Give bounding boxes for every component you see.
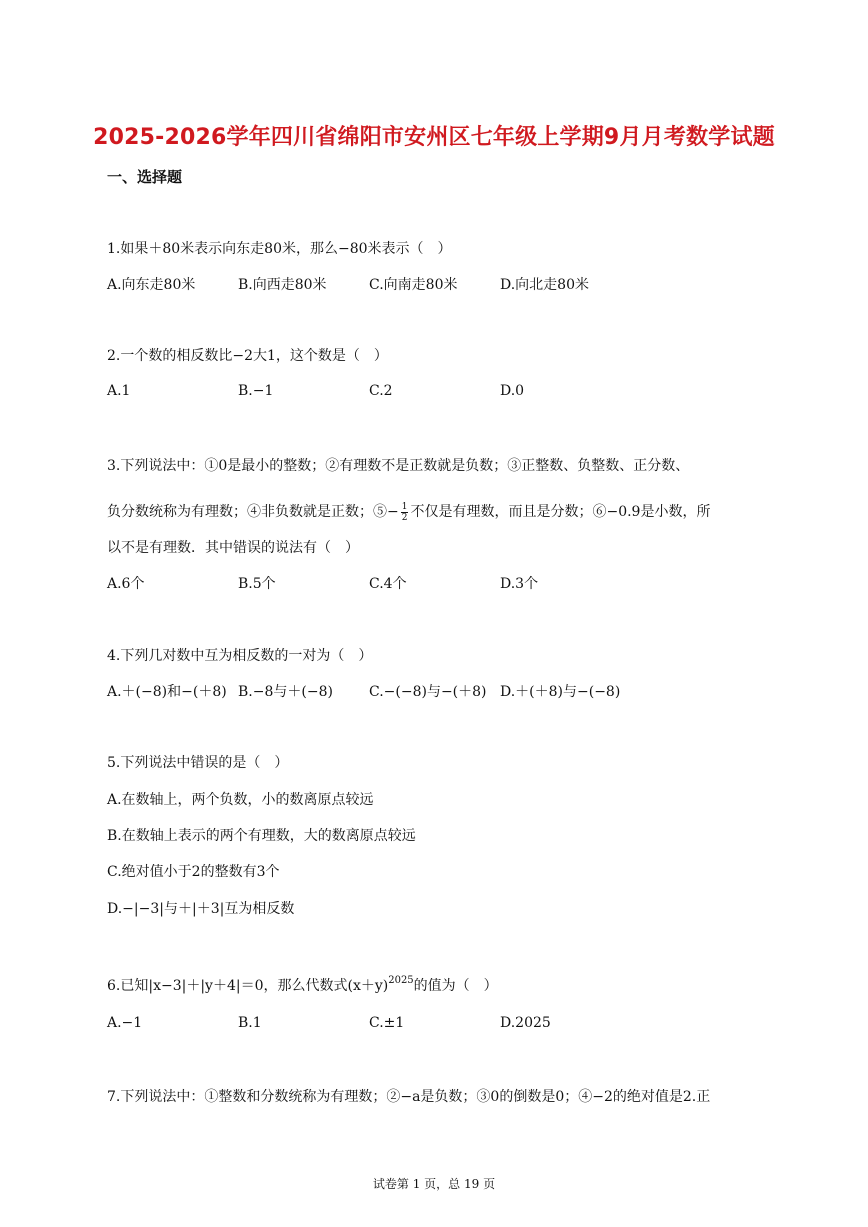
question-6-option-b: B.1 [238, 1015, 262, 1031]
fraction-one-half [401, 502, 409, 523]
question-4-option-c: C.−(−8)与−(＋8) [369, 684, 487, 700]
question-3-line-2 [107, 501, 710, 523]
question-3-option-c: C.4个 [369, 576, 407, 592]
question-3-line-3: 以不是有理数．其中错误的说法有（ ） [107, 540, 359, 556]
question-2-option-d: D.0 [500, 383, 525, 399]
question-5-stem: 5.下列说法中错误的是（ ） [107, 755, 289, 771]
question-3-line-2b: 不仅是有理数，而且是分数；⑥−0.9是小数，所 [410, 504, 711, 520]
page-footer: 试卷第 1 页，总 19 页 [372, 1177, 496, 1191]
question-3-option-b: B.5个 [238, 576, 276, 592]
question-3-option-a: A.6个 [107, 576, 145, 592]
question-1-option-b: B.向西走80米 [238, 277, 327, 293]
question-6-stem [107, 975, 498, 995]
question-3-option-d: D.3个 [500, 576, 539, 592]
question-1-option-a: A.向东走80米 [107, 277, 196, 293]
question-1-option-c: C.向南走80米 [369, 277, 458, 293]
question-5-option-d: D.−|−3|与＋|＋3|互为相反数 [107, 901, 295, 917]
exponent: 2025 [388, 975, 414, 986]
question-2-option-b: B.−1 [238, 383, 274, 399]
question-4-option-d: D.＋(＋8)与−(−8) [500, 684, 621, 700]
question-6-option-d: D.2025 [500, 1015, 551, 1031]
question-1-option-d: D.向北走80米 [500, 277, 589, 293]
question-2-option-a: A.1 [107, 383, 131, 399]
question-7-stem: 7.下列说法中：①整数和分数统称为有理数；②−a是负数；③0的倒数是0；④−2的绝对值是2.正 [107, 1089, 711, 1105]
question-6-stem-b: 的值为（ ） [413, 978, 498, 994]
question-6-stem-a: 6.已知|x−3|＋|y＋4|＝0，那么代数式(x＋y) [107, 978, 389, 994]
question-4-option-b: B.−8与＋(−8) [238, 684, 333, 700]
question-6-option-c: C.±1 [369, 1015, 405, 1031]
question-4-stem: 4.下列几对数中互为相反数的一对为（ ） [107, 648, 373, 664]
fraction-numerator: 1 [401, 501, 408, 512]
question-3-line-1: 3.下列说法中：①0是最小的整数；②有理数不是正数就是负数；③正整数、负整数、正分数、 [107, 458, 690, 474]
question-5-option-b: B.在数轴上表示的两个有理数，大的数离原点较远 [107, 828, 416, 844]
fraction-sign: − [387, 504, 399, 520]
fraction-denominator: 2 [401, 512, 408, 523]
question-3-line-2a: 负分数统称为有理数；④非负数就是正数；⑤ [107, 504, 387, 520]
question-5-option-c: C.绝对值小于2的整数有3个 [107, 864, 280, 880]
page-title: 2025-2026学年四川省绵阳市安州区七年级上学期9月月考数学试题 [93, 125, 775, 150]
question-4-option-a: A.＋(−8)和−(＋8) [107, 684, 227, 700]
question-1-stem: 1.如果＋80米表示向东走80米，那么−80米表示（ ） [107, 241, 452, 257]
question-6-option-a: A.−1 [107, 1015, 143, 1031]
question-2-option-c: C.2 [369, 383, 393, 399]
question-5-option-a: A.在数轴上，两个负数，小的数离原点较远 [107, 792, 374, 808]
section-heading: 一、选择题 [107, 168, 183, 186]
question-2-stem: 2.一个数的相反数比−2大1，这个数是（ ） [107, 348, 388, 364]
